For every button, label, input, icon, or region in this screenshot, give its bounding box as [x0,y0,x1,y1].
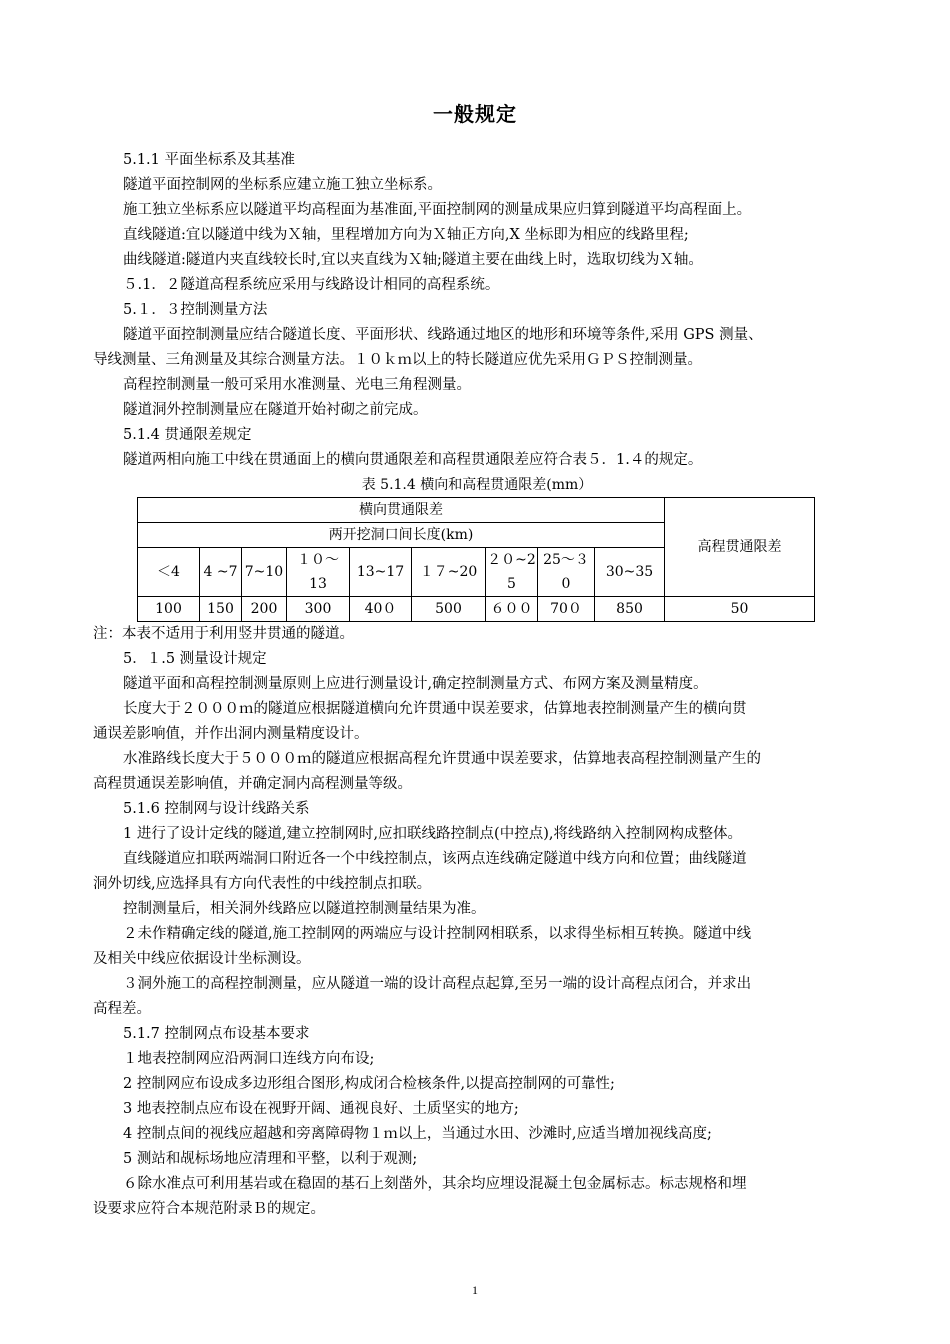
range-label: 25～３ [543,552,589,568]
range-cell [595,548,665,597]
range-label: 5 [507,576,516,592]
text-line: 隧道平面控制网的坐标系应建立施工独立坐标系。 [123,177,442,193]
text-line: 直线隧道:宜以隧道中线为Ｘ轴，里程增加方向为Ｘ轴正方向,X 坐标即为相应的线路里程; [123,227,689,243]
text-line: 5.1.4 贯通限差规定 [123,427,252,443]
table-caption: 表 5.1.4 横向和高程贯通限差(mm） [361,477,593,493]
text-line: 隧道洞外控制测量应在隧道开始衬砌之前完成。 [123,402,428,418]
text-line: 隧道两相向施工中线在贯通面上的横向贯通限差和高程贯通限差应符合表５．1.４的规定。 [123,452,703,468]
text-line: 5．１.5 测量设计规定 [123,651,267,667]
text-line: 导线测量、三角测量及其综合测量方法。１０ｋｍ以上的特长隧道应优先采用ＧＰＳ控制测量。 [93,352,702,368]
body-section-b [93,622,861,1222]
text-line: 水准路线长度大于５０００ｍ的隧道应根据高程允许贯通中误差要求，估算地表高程控制测量产生的 [123,751,761,767]
lateral-value-cell: 70０ [538,597,595,622]
header-length: 两开挖洞口间长度(km) [138,523,665,548]
range-label: 0 [561,576,571,592]
range-cell [138,548,200,597]
range-cell [350,548,412,597]
lateral-value-cell: 500 [412,597,486,622]
text-line: 高程控制测量一般可采用水准测量、光电三角程测量。 [123,377,471,393]
range-cell [200,548,242,597]
text-line: 5 测站和觇标场地应清理和平整，以利于观测; [123,1151,418,1167]
text-line: 隧道平面控制测量应结合隧道长度、平面形状、线路通过地区的地形和环境等条件,采用 GPS 测量、 [123,327,763,343]
text-line: 3 地表控制点应布设在视野开阔、通视良好、土质坚实的地方; [123,1101,519,1117]
text-line: 5.１．３控制测量方法 [123,302,268,318]
text-line: 通误差影响值，并作出洞内测量精度设计。 [93,726,369,742]
document-body [93,148,861,1222]
lateral-value-cell: 40０ [350,597,412,622]
text-line: 洞外切线,应选择具有方向代表性的中线控制点扣联。 [93,876,432,892]
range-label: ２０~2 [487,552,536,568]
page-title: 一般规定 [433,102,517,126]
body-section-a [93,148,861,473]
range-label: １７~20 [419,564,478,580]
page-number: 1 [472,1283,478,1297]
text-line: 高程贯通误差影响值，并确定洞内高程测量等级。 [93,776,412,792]
range-cell [287,548,350,597]
lateral-value-cell: 100 [138,597,200,622]
range-label: １０～ [297,552,339,568]
elevation-value-cell: 50 [665,597,815,622]
text-line: 5.1.6 控制网与设计线路关系 [123,801,310,817]
lateral-value-cell: 150 [200,597,242,622]
range-cell [242,548,287,597]
text-line: 注：本表不适用于利用竖井贯通的隧道。 [93,626,354,642]
text-line: ６除水准点可利用基岩或在稳固的基石上刻凿外，其余均应埋设混凝土包金属标志。标志规格和埋 [123,1176,747,1192]
text-line: ３洞外施工的高程控制测量，应从隧道一端的设计高程点起算,至另一端的设计高程点闭合，并求出 [123,976,752,992]
text-line: １地表控制网应沿两洞口连线方向布设; [123,1051,375,1067]
range-cell [412,548,486,597]
lateral-value-cell: 850 [595,597,665,622]
lateral-value-cell: 200 [242,597,287,622]
range-label: 13~17 [356,564,405,580]
header-elevation: 高程贯通限差 [665,498,815,597]
value-row [138,597,815,622]
text-line: 曲线隧道:隧道内夹直线较长时,宜以夹直线为Ｘ轴;隧道主要在曲线上时，选取切线为Ｘ轴。 [123,252,703,268]
text-line: 施工独立坐标系应以隧道平均高程面为基准面,平面控制网的测量成果应归算到隧道平均高程面上。 [123,202,752,218]
text-line: 控制测量后，相关洞外线路应以隧道控制测量结果为准。 [123,901,486,917]
lateral-value-cell: ６００ [486,597,538,622]
range-label: 30~35 [605,564,654,580]
text-line: 5.1.7 控制网点布设基本要求 [123,1026,310,1042]
range-cell [538,548,595,597]
range-cell [486,548,538,597]
text-line: 高程差。 [93,1001,151,1017]
lateral-value-cell: 300 [287,597,350,622]
text-line: 5.1.1 平面坐标系及其基准 [123,152,296,168]
text-line: 隧道平面和高程控制测量原则上应进行测量设计,确定控制测量方式、布网方案及测量精度。 [123,676,708,692]
text-line: 及相关中线应依据设计坐标测设。 [93,951,311,967]
text-line: 长度大于２０００ｍ的隧道应根据隧道横向允许贯通中误差要求，估算地表控制测量产生的横向贯 [123,701,747,717]
text-line: 设要求应符合本规范附录Ｂ的规定。 [93,1201,325,1217]
text-line: 1 进行了设计定线的隧道,建立控制网时,应扣联线路控制点(中控点),将线路纳入控制网构成整体。 [123,826,742,842]
range-label: ＜4 [157,564,180,580]
header-lateral: 横向贯通限差 [138,498,665,523]
text-line: ５.1．２隧道高程系统应采用与线路设计相同的高程系统。 [123,277,500,293]
range-label: 7~10 [244,564,284,580]
text-line: 直线隧道应扣联两端洞口附近各一个中线控制点，该两点连线确定隧道中线方向和位置；曲线隧道 [123,851,747,867]
range-label: 13 [309,576,327,592]
text-line: ２未作精确定线的隧道,施工控制网的两端应与设计控制网相联系，以求得坐标相互转换。隧道中线 [123,926,752,942]
range-label: 4 ~7 [203,564,238,580]
text-line: 4 控制点间的视线应超越和旁离障碍物１ｍ以上，当通过水田、沙滩时,应适当增加视线高度; [123,1126,712,1142]
text-line: 2 控制网应布设成多边形组合图形,构成闭合检核条件,以提高控制网的可靠性; [123,1076,615,1092]
tolerance-table [137,497,815,622]
